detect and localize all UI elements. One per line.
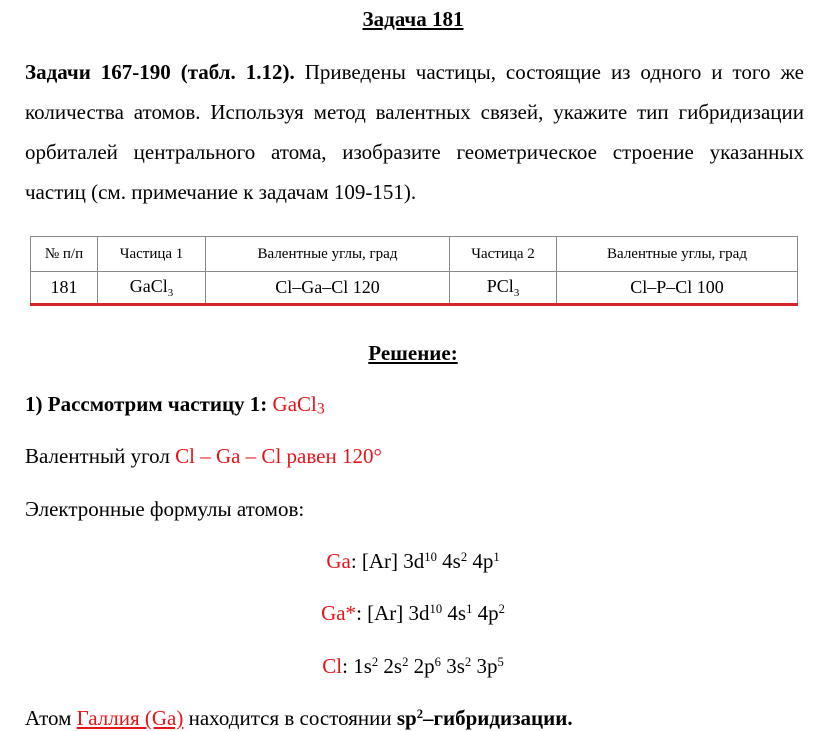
element-symbol: Ga* — [321, 601, 357, 625]
cell-angles-1: Cl–Ga–Cl 120 — [206, 272, 450, 305]
statement-middle: находится в состоянии — [183, 706, 397, 730]
particle-2-subscript: 3 — [513, 286, 520, 299]
hybridization-sp: sp — [396, 706, 417, 730]
orbital-electron-count: 2 — [464, 655, 472, 670]
formula-core: : — [342, 654, 354, 678]
orbital: 3p — [471, 654, 498, 678]
orbital-electron-count: 1 — [466, 602, 473, 617]
header-angles-1: Валентные углы, град — [206, 237, 450, 272]
orbital: 4p — [472, 601, 499, 625]
orbital: 2p — [408, 654, 435, 678]
orbital-electron-count: 2 — [460, 550, 468, 565]
cell-num: 181 — [31, 272, 98, 305]
hybridization-sp-superscript: 2 — [416, 707, 423, 722]
element-symbol: Ga — [326, 549, 351, 573]
step-1-label: 1) Рассмотрим частицу 1: — [25, 392, 273, 416]
orbital: 3d — [403, 549, 425, 573]
cell-particle-2 — [450, 272, 557, 305]
formula-ga — [0, 549, 826, 574]
solution-heading: Решение: — [368, 341, 458, 365]
orbital-electron-count: 6 — [434, 655, 441, 670]
element-symbol: Cl — [322, 654, 343, 678]
formula-core: : [Ar] — [356, 601, 409, 625]
task-range-label: Задачи 167-190 (табл. 1.12). — [25, 60, 295, 84]
electron-formulas-intro: Электронные формулы атомов: — [25, 497, 305, 521]
particle-1-formula: GaCl — [129, 276, 168, 297]
orbital-electron-count: 2 — [498, 602, 505, 617]
orbital: 4p — [467, 549, 494, 573]
task-text: Приведены частицы, состоящие из одного и того же количества атомов. Используя метод валентных связей, укажите тип гибридизации орбиталей центрального атома, изобразите геометрическое строение указанных частиц (см. примечание к задачам 109-151). — [25, 60, 804, 204]
task-statement — [25, 52, 804, 212]
orbital: 2s — [378, 654, 403, 678]
cell-angles-2: Cl–P–Cl 100 — [557, 272, 798, 305]
orbital-electron-count: 2 — [402, 655, 409, 670]
orbital: 3d — [408, 601, 430, 625]
header-particle-1: Частица 1 — [98, 237, 206, 272]
step-1-heading — [25, 392, 325, 418]
orbital: 4s — [436, 549, 461, 573]
hybridization-suffix: –гибридизации. — [422, 706, 573, 730]
valence-angle-line — [25, 444, 382, 469]
particles-table — [30, 236, 798, 306]
header-angles-2: Валентные углы, град — [557, 237, 798, 272]
orbital: 3s — [440, 654, 465, 678]
header-num: № п/п — [31, 237, 98, 272]
particle-1-subscript: 3 — [167, 286, 174, 299]
step-1-particle: GaCl — [272, 392, 317, 416]
formula-cl — [0, 654, 826, 679]
formula-ga-excited — [0, 601, 826, 626]
gallium-link: Галлия (Ga) — [76, 706, 184, 730]
cell-particle-1 — [98, 272, 206, 305]
valence-angle-value: Cl – Ga – Cl равен 120° — [175, 444, 382, 468]
orbital-electron-count: 5 — [497, 655, 504, 670]
orbital-electron-count: 2 — [371, 655, 379, 670]
hybridization-statement — [25, 706, 573, 731]
orbital-electron-count: 1 — [493, 550, 500, 565]
statement-prefix: Атом — [25, 706, 77, 730]
page-title: Задача 181 — [362, 7, 464, 31]
valence-angle-label: Валентный угол — [25, 444, 176, 468]
orbital: 1s — [353, 654, 372, 678]
orbital-electron-count: 10 — [429, 602, 443, 617]
step-1-particle-subscript: 3 — [316, 400, 325, 418]
orbital-electron-count: 10 — [424, 550, 437, 565]
header-particle-2: Частица 2 — [450, 237, 557, 272]
formula-core: : [Ar] — [350, 549, 404, 573]
table-header-row — [31, 237, 798, 272]
table-row — [31, 272, 798, 305]
particle-2-formula: PCl — [486, 276, 514, 297]
orbital: 4s — [442, 601, 467, 625]
